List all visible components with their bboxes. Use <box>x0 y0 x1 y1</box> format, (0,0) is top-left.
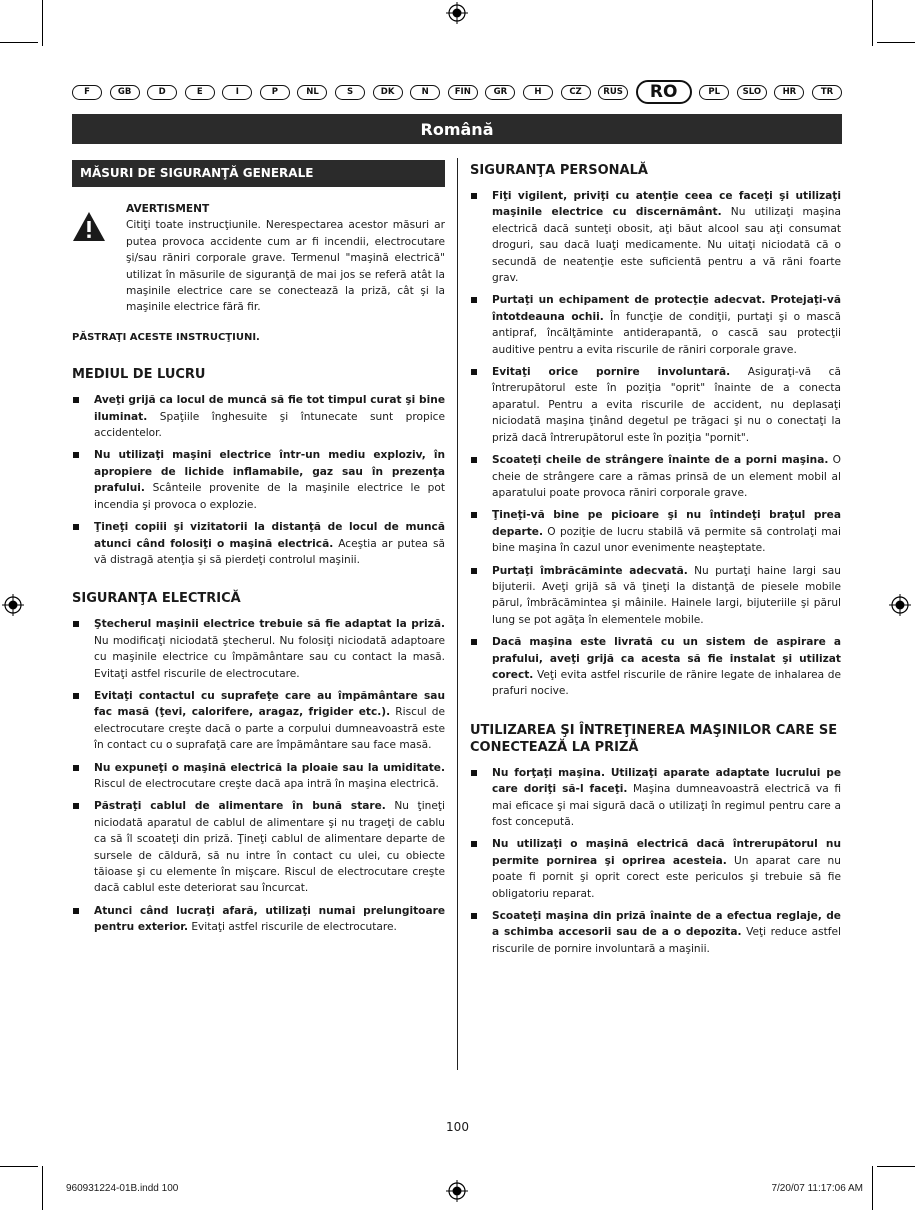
language-p[interactable]: P <box>260 85 290 100</box>
right-column <box>470 158 841 963</box>
footer-file-info: 960931224-01B.indd 100 <box>66 1183 179 1194</box>
list-item <box>470 908 841 957</box>
registration-mark-icon <box>446 1180 468 1202</box>
list-item-text: Un aparat care nu poate fi pornit şi oprit corect este periculos şi trebuie să fie obligatoriu reparat. <box>492 854 841 900</box>
language-rus[interactable]: RUS <box>598 85 628 100</box>
list-item-lead: Ştecherul maşinii electrice trebuie să fie adaptat la priză. <box>94 618 445 631</box>
section-title-general-safety: MĂSURI DE SIGURANŢĂ GENERALE <box>72 160 445 187</box>
list-item-text: Maşina dumneavoastră electrică va fi mai eficace şi mai sigură dacă o utilizaţi în regimul pentru care a fost concepută. <box>492 783 841 828</box>
list-item-lead: Evitaţi orice pornire involuntară. <box>492 366 731 379</box>
heading-electrical-safety: SIGURANŢA ELECTRICĂ <box>72 591 241 607</box>
heading-usage-maintenance: UTILIZAREA ŞI ÎNTREŢINEREA MAŞINILOR CARE SE CONECTEAZĂ LA PRIZĂ <box>470 722 838 755</box>
language-gr[interactable]: GR <box>485 85 515 100</box>
list-item-text: Nu purtaţi haine largi sau bijuterii. Aveţi grijă să vă ţineţi la distanţă de piesele mobile părul, îmbrăcămintea şi mâinile. Hainele largi, bijuteriile şi părul lung se pot agăţa în elementele mobile. <box>492 564 841 626</box>
usage-maintenance-list <box>470 765 841 957</box>
list-item-text: Scânteile provenite de la maşinile electrice le pot incendia şi provoca o explozie. <box>94 482 445 511</box>
list-item-text: Asiguraţi-vă că întrerupătorul este în poziţia "oprit" înainte de a conecta aparatul. Pentru a evita riscurile de accident, nu deplasaţi niciodată maşina ţinând degetul pe trăgaci şi nu o conectaţi la priză dacă întrerupătorul este în poziţia "pornit". <box>492 366 841 444</box>
list-item-text: În funcţie de condiţii, purtaţi şi o mască antipraf, încălţăminte antiderapantă, o cască sau protecţii auditive pentru a evita riscurile de răniri corporale grave. <box>492 310 841 356</box>
list-item-lead: Nu expuneţi o maşină electrică la ploaie sau la umiditate. <box>94 761 445 774</box>
keep-instructions-note: PĂSTRAŢI ACESTE INSTRUCŢIUNI. <box>72 331 260 343</box>
crop-mark <box>42 1166 43 1210</box>
language-slo[interactable]: SLO <box>737 85 767 100</box>
language-selector <box>72 80 842 104</box>
list-item-text: Nu utilizaţi maşina electrică dacă sunteţi obosit, aţi băut alcool sau aţi consumat droguri, sau dacă luaţi medicamente. Nu uitaţi niciodată că o secundă de neatenţie este suficientă pentru a vă răni foarte grav. <box>492 206 841 285</box>
list-item <box>72 447 445 513</box>
personal-safety-list <box>470 188 841 700</box>
list-item-text: O cheie de strângere care a rămas prinsă de un element mobil al aparatului poate provoca răniri corporale grave. <box>492 454 841 499</box>
list-item-text: Veţi reduce astfel riscurile de pornire involuntară a maşinii. <box>492 926 841 955</box>
language-cz[interactable]: CZ <box>561 85 591 100</box>
heading-personal-safety: SIGURANŢA PERSONALĂ <box>470 163 648 178</box>
crop-mark <box>42 0 43 46</box>
list-item-text: Veţi evita astfel riscurile de rănire legate de inhalarea de prafuri nocive. <box>492 668 841 698</box>
language-ro[interactable]: RO <box>636 80 692 104</box>
warning-title: AVERTISMENT <box>126 203 210 215</box>
registration-mark-icon <box>2 594 24 616</box>
language-fin[interactable]: FIN <box>448 85 478 100</box>
list-item-lead: Aveţi grijă ca locul de muncă să fie tot timpul curat şi bine iluminat. <box>94 394 445 423</box>
page-number: 100 <box>446 1120 469 1134</box>
list-item <box>470 563 841 629</box>
list-item-text: Nu modificaţi niciodată ştecherul. Nu folosiţi niciodată adaptoare cu maşinile electrice cu împământare sau cu contact la masă. Evitaţi astfel riscurile de electrocutare. <box>94 634 445 680</box>
crop-mark <box>872 0 873 46</box>
language-hr[interactable]: HR <box>774 85 804 100</box>
list-item <box>470 188 841 286</box>
list-item-lead: Nu utilizaţi maşini electrice într-un mediu exploziv, în apropiere de lichide inflamabile, gaz sau în prezenţa prafului. <box>94 449 445 495</box>
language-e[interactable]: E <box>185 85 215 100</box>
crop-mark <box>0 1166 38 1167</box>
list-item <box>72 798 445 896</box>
list-item-lead: Ţineţi copiii şi vizitatorii la distanţă de locul de muncă atunci când folosiţi o maşină electrică. <box>94 521 445 550</box>
work-area-list <box>72 392 445 568</box>
list-item <box>470 364 841 446</box>
list-item-text: Riscul de electrocutare creşte dacă o parte a corpului dumneavoastră este în contact cu o suprafaţă care are împământare sau face masă. <box>94 706 445 752</box>
list-item-text: Spaţiile înghesuite şi întunecate sunt propice accidentelor. <box>94 410 445 440</box>
language-i[interactable]: I <box>222 85 252 100</box>
list-item-text: O poziţie de lucru stabilă vă permite să controlaţi mai bine maşina în cazul unor evenimente neaşteptate. <box>492 525 841 555</box>
list-item-text: Aceştia ar putea să vă distragă atenţia şi să pierdeţi controlul maşinii. <box>94 537 445 566</box>
crop-mark <box>877 42 915 43</box>
crop-mark <box>877 1166 915 1167</box>
list-item-lead: Ţineţi-vă bine pe picioare şi nu întindeţi braţul prea departe. <box>492 509 841 538</box>
warning-triangle-icon <box>72 201 126 316</box>
language-n[interactable]: N <box>410 85 440 100</box>
list-item-lead: Fiţi vigilent, priviţi cu atenţie ceea ce faceţi şi utilizaţi maşinile electrice cu discernământ. <box>492 190 841 219</box>
list-item-lead: Dacă maşina este livrată cu un sistem de aspirare a prafului, aveţi grijă ca acesta să fie instalat şi utilizat corect. <box>492 636 841 681</box>
list-item-lead: Atunci când lucraţi afară, utilizaţi numai prelungitoare pentru exterior. <box>94 904 445 934</box>
list-item-lead: Purtaţi îmbrăcăminte adecvată. <box>492 564 688 577</box>
list-item-text: Evitaţi astfel riscurile de electrocutare. <box>187 921 397 934</box>
list-item <box>470 765 841 831</box>
language-pl[interactable]: PL <box>699 85 729 100</box>
language-tr[interactable]: TR <box>812 85 842 100</box>
list-item <box>470 292 841 358</box>
language-f[interactable]: F <box>72 85 102 100</box>
page-title: Română <box>72 114 842 144</box>
list-item <box>72 688 445 754</box>
language-d[interactable]: D <box>147 85 177 100</box>
registration-mark-icon <box>446 2 468 24</box>
heading-work-area: MEDIUL DE LUCRU <box>72 367 206 383</box>
list-item-lead: Scoateţi cheile de strângere înainte de a porni maşina. <box>492 454 829 467</box>
warning-text: Citiţi toate instrucţiunile. Nerespectarea acestor măsuri ar putea provoca accidente cum ar fi incendii, electrocutare şi/sau răniri corporale grave. Termenul "maşină electrică" utilizat în măsurile de siguranţă de mai jos se referă atât la maşinile electrice care se conectează la priză, cât şi la maşinile electrice fără fir. <box>126 219 445 314</box>
registration-mark-icon <box>889 594 911 616</box>
list-item <box>470 836 841 902</box>
list-item <box>72 392 445 441</box>
list-item-lead: Nu utilizaţi o maşină electrică dacă întrerupătorul nu permite pornirea şi oprirea acesteia. <box>492 838 841 867</box>
language-nl[interactable]: NL <box>297 85 327 100</box>
language-h[interactable]: H <box>523 85 553 100</box>
electrical-safety-list <box>72 616 445 935</box>
list-item-lead: Păstraţi cablul de alimentare în bună stare. <box>94 800 386 813</box>
column-divider <box>457 158 458 1070</box>
list-item <box>72 760 445 793</box>
crop-mark <box>0 42 38 43</box>
crop-mark <box>872 1166 873 1210</box>
footer-timestamp: 7/20/07 11:17:06 AM <box>771 1183 863 1194</box>
left-column <box>72 158 445 942</box>
list-item-text: Riscul de electrocutare creşte dacă apa intră în maşina electrică. <box>94 777 439 790</box>
list-item <box>470 634 841 700</box>
list-item-lead: Scoateţi maşina din priză înainte de a efectua reglaje, de a schimba accesorii sau de a o depozita. <box>492 910 841 939</box>
list-item-lead: Purtaţi un echipament de protecţie adecvat. Protejaţi-vă întotdeauna ochii. <box>492 294 841 323</box>
language-gb[interactable]: GB <box>110 85 140 100</box>
language-s[interactable]: S <box>335 85 365 100</box>
list-item-text: Nu ţineţi niciodată aparatul de cablul de alimentare şi nu trageţi de cablu ca să îl scoateţi din priză. Ţineţi cablul de alimentare departe de sursele de căldură, să nu intre în contact cu ulei, cu obiecte tăioase şi cu elemente în mişcare. Riscul de electrocutare creşte dacă cablul este deteriorat sau încurcat. <box>94 800 445 895</box>
language-dk[interactable]: DK <box>373 85 403 100</box>
list-item <box>72 903 445 936</box>
list-item-lead: Nu forţaţi maşina. Utilizaţi aparate adaptate lucrului pe care doriţi să-l faceţi. <box>492 766 841 796</box>
warning-block <box>72 201 445 316</box>
list-item-lead: Evitaţi contactul cu suprafeţe care au împământare sau fac masă (ţevi, calorifere, aragaz, frigider etc.). <box>94 689 445 719</box>
list-item <box>72 616 445 682</box>
list-item <box>470 452 841 501</box>
list-item <box>72 519 445 568</box>
list-item <box>470 507 841 556</box>
